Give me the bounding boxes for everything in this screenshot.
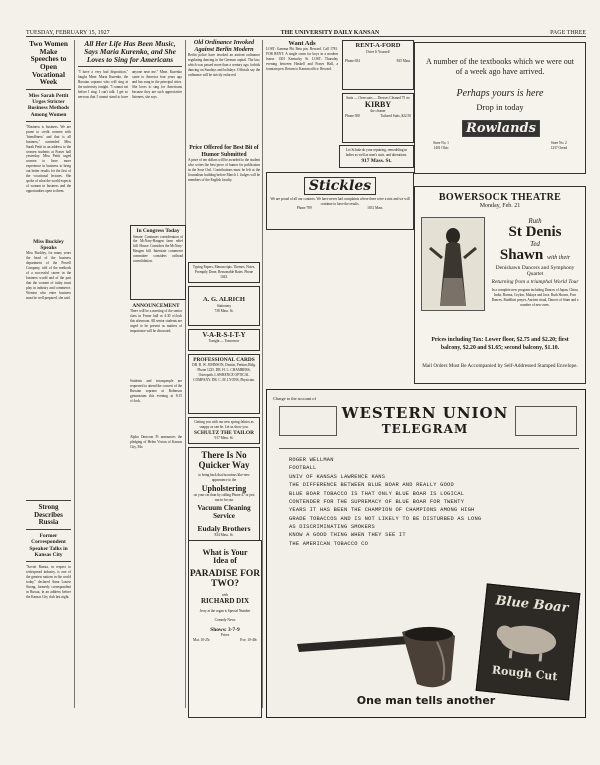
column-3	[188, 40, 260, 573]
with-their: with their	[546, 255, 571, 261]
paradise-jerry: Jerry at the organ is Special Number	[199, 609, 251, 614]
column-divider	[262, 40, 263, 708]
ad-alrich	[188, 286, 260, 326]
announcement-body: There will be a meeting of the senior class in Fraser hall at 4:30 o'clock this afternoon. All senior students are urged to be present as matters of importance will be discussed.	[130, 308, 182, 333]
kirby-pay: Tailored Suits, $22.50	[380, 114, 411, 119]
prices-text: Prices including Tax: Lower floor, $2.75 and $2.20; first balcony, $2.20 and $1.65; second balcony, $1.10.	[431, 337, 569, 351]
telegram-stamp-left	[279, 406, 337, 436]
ad-alrich-sub: Stationery	[216, 303, 232, 308]
ad-eudaly-body: to bring back that luxurious like-new appearance to the	[198, 473, 250, 483]
column-divider	[185, 40, 186, 708]
ad-typing	[188, 262, 260, 283]
tagline: One man tells another	[356, 694, 496, 707]
ad-blue-boar-telegram	[266, 389, 586, 718]
ad-rent-a-ford	[342, 40, 414, 90]
rowlands-logo: Rowlands	[462, 120, 540, 137]
headline-berlin: Old Ordinance Invoked Against Berlin Modern	[193, 39, 255, 53]
paradise-shows: Shows: 3-7-9	[210, 626, 240, 633]
rent-addr: 835 Mass.	[396, 58, 411, 63]
bowersock-title: BOWERSOCK THEATRE	[438, 192, 562, 203]
newspaper-page	[6, 6, 594, 733]
masthead	[26, 24, 586, 37]
schulz-addr: 917 Mass. St.	[361, 158, 392, 165]
telegram-line: KNOW A GOOD THING WHEN THEY SEE IT	[289, 532, 406, 539]
rent-sub: Drive It Yourself	[366, 49, 390, 54]
ted-label: Ted	[530, 240, 540, 248]
paradise-eve: Eve. 10-40c	[240, 638, 257, 643]
ad-tailor-name: SCHULTZ THE TAILOR	[193, 430, 255, 437]
want-ads-title: Want Ads	[288, 40, 316, 47]
congress-title: In Congress Today	[136, 228, 180, 235]
paradise-prices-label: Prices	[220, 633, 230, 638]
article-kurenko: "I have a very bad disposition," laughs Mme. Maria Kurenko, the Russian soprano who will sing at the university tonight. "I cannot eat before I sing. I can't talk. I get so nervous that I cannot stand to have anyone near me." Mme. Kurenko came to America four years ago and has sung in the principal cities. She loves to sing for Americans because they are such appreciative listeners, she says.	[78, 70, 182, 100]
masthead-page: PAGE THREE	[550, 30, 586, 36]
paradise-line3: PARADISE FOR TWO?	[189, 568, 261, 589]
kirby-sub: the cleaner	[370, 109, 386, 114]
ad-varsity-sub: Tonight — Tomorrow	[208, 339, 240, 344]
article-vocational: "Business is business. We are prone to credit women with 'friendliness' and that is all business," contended Miss Sarah Pettit in an address to the women students at Fraser hall yesterday. Miss Pettit urged women to have more experience in business to bring out better results for the first of the vocational lectures. She spoke of what the world expects of women in business and the opportunities open to them.	[26, 124, 71, 194]
stickles-logo: Stickles	[304, 177, 376, 195]
ad-alrich-name: A. G. ALRICH	[203, 296, 245, 304]
rowlands-italic: Perhaps yours is here	[456, 87, 544, 99]
rowlands-text: A number of the textbooks which we were out of a week ago have arrived.	[426, 57, 574, 77]
notice-pledging: Alpha Omicron Pi announces the pledging of Helen Vivian of Kansas City, Mo.	[130, 434, 182, 449]
rowlands-store1-addr: 1401 Ohio	[433, 145, 449, 150]
kirby-name: KIRBY	[364, 99, 392, 109]
headline-humor: Price Offered for Best Bit of Humor Submitted	[189, 145, 259, 158]
telegram-line: GRADE TOBACCOS AND IS NOT LIKELY TO BE DISTURBED AS LONG	[289, 515, 482, 522]
article-russia: "Soviet Russia, in respect to widespread industry, is one of the greatest nations in the world today," declared Anna Louise Strong, formerly correspondent in Russia, in an address before the Kansas City club last night.	[26, 565, 71, 599]
notice-concert: Students and townspeople are requested to attend the concert of the Russian soprano at Robinson gymnasium this evening at 8:15 o'clock.	[130, 378, 182, 403]
prof-title: PROFESSIONAL CARDS	[193, 357, 255, 364]
telegram-line: BLUE BOAR TOBACCO IS THAT ONLY BLUE BOAR IS LOGICAL	[289, 490, 465, 497]
subhead-buckley: Miss Buckley Speaks	[33, 238, 64, 251]
mail-orders: Mail Orders Must Be Accompanied by Self-Addressed Stamped Envelope.	[422, 363, 578, 369]
article-berlin: Berlin police have invoked an ancient ordinance regulating dancing in the German capital. The law, which was passed more than a century ago, forbids dancing on Sundays and holidays. Officials say the ordinance will be strictly enforced.	[188, 53, 260, 77]
tin-label-bottom: Rough Cut	[491, 663, 559, 684]
rowlands-store2: Store No. 2	[550, 140, 567, 145]
telegram-line: THE AMERICAN TOBACCO CO	[289, 540, 369, 547]
telegram-title: TELEGRAM	[381, 422, 469, 436]
headline-vocational: Two Women Make Speeches to Open Vocational Week	[29, 39, 68, 87]
dancers-line: Denishawn Dancers and Symphony Quartet	[495, 265, 575, 277]
masthead-paper: THE UNIVERSITY DAILY KANSAN	[280, 30, 380, 36]
prof-body: DR. R. W. JOHNSON, Dentist, Perkins Bldg. Phone 1225. DR. H. L. CHAMBERS, Osteopath. LAWRENCE OPTICAL COMPANY. DR. C. M. LYONS, Physician.	[192, 363, 256, 383]
telegram-company: WESTERN UNION	[341, 404, 509, 422]
telegram-message	[289, 456, 481, 548]
ad-eudaly-body2: on your car than by calling Phone 47 or just run in for our	[193, 493, 255, 503]
paradise-dix: RICHARD DIX	[200, 596, 250, 605]
ad-tailor-addr: 917 Mass. St.	[214, 436, 234, 441]
stickles-addr: 1031 Mass.	[367, 206, 384, 211]
ad-typing-text: Typing Papers, Manuscripts, Themes, Notes, Promptly Done, Reasonable Rates. Phone 1043.	[192, 265, 256, 280]
ad-rowlands	[414, 42, 586, 174]
ruth-label: Ruth	[528, 217, 542, 225]
bowersock-date: Monday, Feb. 21	[479, 203, 521, 209]
ad-varsity-name: V-A-R-S-I-T-Y	[202, 332, 246, 340]
telegram-line: UNIV OF KANSAS LAWRENCE KANS	[289, 473, 386, 480]
rent-title: RENT-A-FORD	[355, 42, 401, 49]
program-text: In a complete new program including Dances of Japan, China, India, Burma, Ceylon, Malaya and Java. Ruth Shawn, Foot Dances, Buddhist prayer, Ancient ritual, Dances of Siam and a number of new ones.	[491, 288, 579, 307]
ad-eudaly-name: Eudaly Brothers	[197, 524, 251, 533]
want-ads-body: LOST: Gamma Phi Beta pin. Reward. Call 1781. FOR RENT: A single room for boys in a modern house. 1301 Kentucky St. LOST: Thursday evening between Haskell and Fraser Hall, a fountain pen. Return to Kansan office. Reward.	[266, 47, 338, 72]
masthead-date: TUESDAY, FEBRUARY 15, 1927	[26, 30, 110, 36]
headline-kurenko: All Her Life Has Been Music, Says Maria Kurenko, and She Loves to Sing for Americans	[84, 39, 176, 64]
schulz-text: Let Schulz do your repairing, remodeling in ladies as well as men's suits, and alterations.	[345, 148, 408, 158]
subhead-vocational: Miss Sarah Pettit Urges Stricter Business Methods Among Women	[27, 92, 70, 118]
column-4	[266, 40, 414, 230]
boar-icon	[480, 607, 577, 666]
rent-phone: Phone 654	[345, 58, 360, 63]
world-tour: Returning from a triumphal World Tour	[491, 279, 579, 285]
ad-eudaly-h1: There Is No	[201, 450, 247, 461]
ad-eudaly-addr: 834 Mass. St.	[214, 532, 234, 537]
ad-alrich-addr: 738 Mass. St.	[214, 308, 234, 313]
tin-label-top: Blue Boar	[494, 593, 570, 616]
professional-cards	[188, 354, 260, 414]
article-buckley: Miss Buckley, for many years the head of the business department of the Powell Company, told of the methods of a successful career in the business world and of the part that the women of today must play in industry and commerce. Women who enter business must be well prepared, she said.	[26, 251, 71, 300]
telegram-line: AS DISCRIMINATING SMOKERS	[289, 524, 375, 530]
congress-body: Senate: Continues consideration of the McNary-Haugen farm relief bill. House: Considers the McNary-Haugen bill. Interstate commerce committee considers railroad consolidation.	[133, 234, 183, 264]
telegram-line: ROGER WELLMAN	[289, 457, 334, 463]
dancer-illustration	[421, 217, 485, 311]
rowlands-drop: Drop in today	[476, 101, 524, 112]
telegram-line: THE DIFFERENCE BETWEEN BLUE BOAR AND REALLY GOOD	[289, 482, 454, 489]
st-denis: St Denis	[508, 224, 562, 240]
telegram-charge: Charge to the account of	[273, 396, 316, 401]
congress-box	[130, 225, 186, 299]
stickles-phone: Phone 789	[296, 206, 312, 211]
column-2	[78, 40, 182, 485]
telegram-line: YEARS IT HAS BEEN THE CHAMPION OF CHAMPIONS AMONG HIGH	[289, 507, 475, 514]
paradise-line1: What is Your	[202, 548, 248, 557]
telegram-line: FOOTBALL	[289, 465, 317, 472]
paradise-line2: Idea of	[213, 556, 237, 566]
shawn: Shawn	[499, 247, 544, 263]
ad-kirby	[342, 93, 414, 143]
paradise-with: with	[221, 592, 229, 597]
announcement-title: ANNOUNCEMENT	[132, 302, 180, 309]
column-1	[26, 40, 71, 765]
ad-varsity	[188, 329, 260, 351]
rowlands-store2-addr: 1237 Oread	[550, 145, 567, 150]
kirby-phone: Phone 500	[345, 114, 360, 119]
article-humor: A prize of ten dollars will be awarded to the student who writes the best piece of humor for publication in the Sour Owl. Contributions must be left at the Journalism building before March 1. Judges will be members of the English faculty.	[188, 158, 260, 183]
headline-russia: Strong Describes Russia	[34, 503, 63, 526]
telegram-stamp-right	[515, 406, 577, 436]
ad-tailor-text: Getting you with our new spring fabrics as snappy as can be. Let us show you.	[194, 420, 254, 430]
pipe-illustration	[287, 622, 477, 692]
rowlands-store1: Store No. 1	[433, 140, 449, 145]
ad-bowersock	[414, 186, 586, 384]
ad-eudaly-vacuum: Vacuum Cleaning Service	[197, 504, 251, 520]
telegram-line: CONTENDER FOR THE SUPREMACY OF BLUE BOAR FOR TWENTY	[289, 498, 465, 505]
ad-schulz	[339, 145, 414, 167]
column-divider	[74, 40, 75, 708]
subhead-russia: Former Correspondent Speaker Talks in Kansas City	[29, 533, 68, 558]
ad-paradise	[188, 540, 262, 718]
kirby-top: Suits — Overcoats — Dresses Cleaned 75 cts	[346, 96, 410, 100]
ad-eudaly-upholstering: Upholstering	[201, 484, 247, 494]
ad-tailor	[188, 417, 260, 444]
stickles-body: We are proud of all our contacts. We have never had complaints where there were a mix and we will continue to have the results.	[270, 196, 410, 206]
ad-eudaly-h2: Quicker Way	[198, 459, 250, 470]
want-ads-more	[266, 145, 335, 167]
paradise-mat: Mat. 10-25c	[193, 638, 211, 643]
paradise-comedy: Comedy News	[214, 617, 236, 622]
ad-stickles	[266, 172, 414, 230]
tobacco-tin	[476, 583, 581, 700]
